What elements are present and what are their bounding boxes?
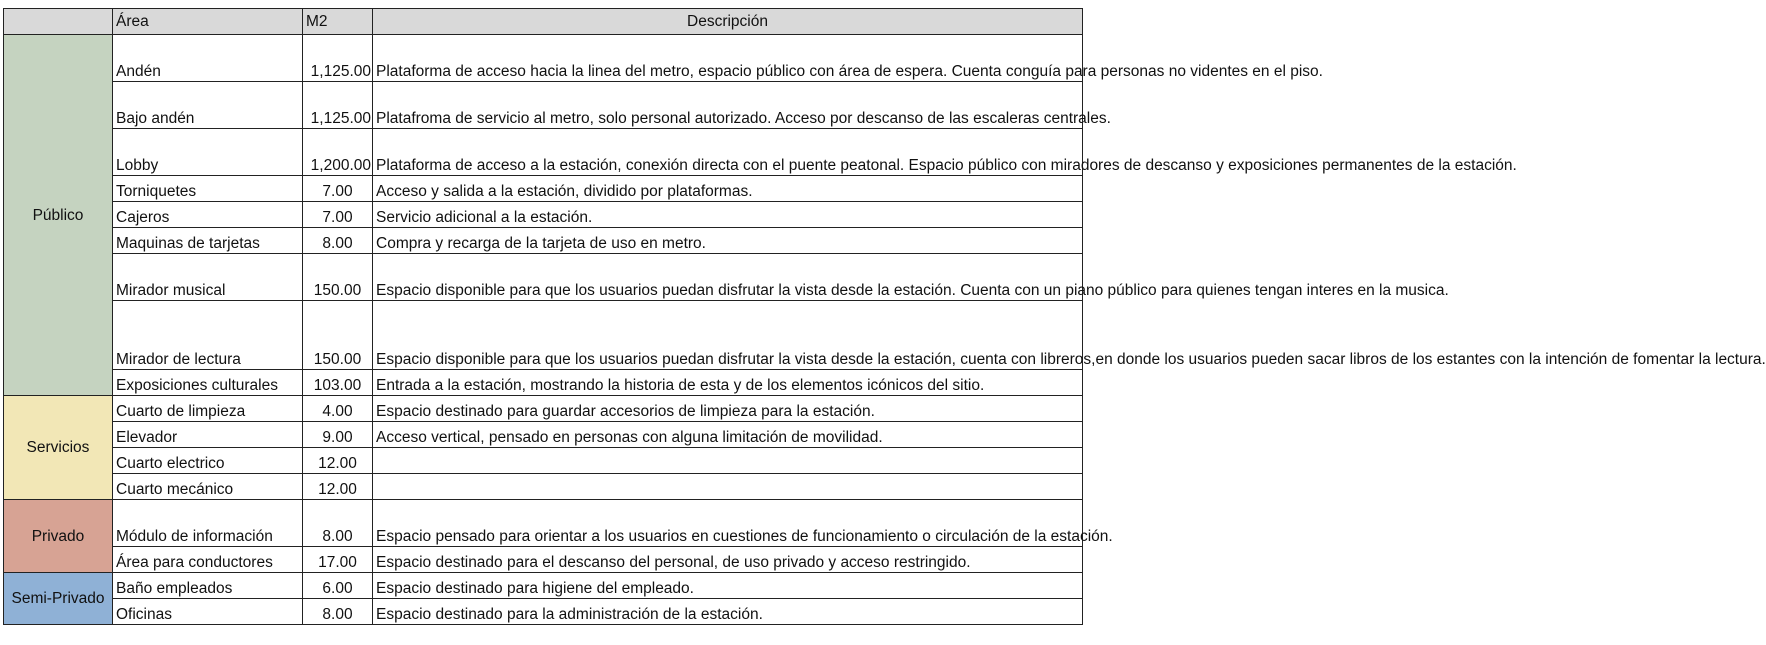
area-cell: Mirador musical	[113, 254, 303, 301]
m2-cell: 8.00	[303, 599, 373, 625]
table-row	[4, 500, 1083, 547]
table-row	[4, 176, 1083, 202]
area-cell: Mirador de lectura	[113, 301, 303, 370]
m2-cell: 103.00	[303, 370, 373, 396]
header-zone	[4, 9, 113, 35]
description-cell: Plataforma de acceso a la estación, conexión directa con el puente peatonal. Espacio público con miradores de descanso y exposiciones permanentes de la estación.	[373, 129, 1083, 176]
m2-cell: 8.00	[303, 500, 373, 547]
table-row	[4, 396, 1083, 422]
area-cell: Baño empleados	[113, 573, 303, 599]
area-cell: Andén	[113, 35, 303, 82]
description-cell: Plataforma de acceso hacia la linea del metro, espacio público con área de espera. Cuenta conguía para personas no videntes en el piso.	[373, 35, 1083, 82]
m2-cell: 150.00	[303, 301, 373, 370]
area-cell: Área para conductores	[113, 547, 303, 573]
m2-cell: 12.00	[303, 448, 373, 474]
description-cell: Compra y recarga de la tarjeta de uso en metro.	[373, 228, 1083, 254]
table-row	[4, 573, 1083, 599]
m2-cell: 17.00	[303, 547, 373, 573]
table-row	[4, 35, 1083, 82]
area-cell: Torniquetes	[113, 176, 303, 202]
area-cell: Cajeros	[113, 202, 303, 228]
description-cell	[373, 474, 1083, 500]
area-cell: Módulo de información	[113, 500, 303, 547]
description-cell: Espacio destinado para el descanso del personal, de uso privado y acceso restringido.	[373, 547, 1083, 573]
description-cell: Espacio destinado para guardar accesorios de limpieza para la estación.	[373, 396, 1083, 422]
zone-semi-privado: Semi-Privado	[4, 573, 113, 625]
m2-cell: 12.00	[303, 474, 373, 500]
description-cell: Entrada a la estación, mostrando la historia de esta y de los elementos icónicos del sitio.	[373, 370, 1083, 396]
area-cell: Cuarto mecánico	[113, 474, 303, 500]
zone-privado: Privado	[4, 500, 113, 573]
table-row	[4, 448, 1083, 474]
zone-publico: Público	[4, 35, 113, 396]
table-row	[4, 129, 1083, 176]
m2-cell: 7.00	[303, 176, 373, 202]
header-m2: M2	[303, 9, 373, 35]
header-description: Descripción	[373, 9, 1083, 35]
table-row	[4, 301, 1083, 370]
table-row	[4, 547, 1083, 573]
table-row	[4, 254, 1083, 301]
area-cell: Cuarto de limpieza	[113, 396, 303, 422]
area-cell: Lobby	[113, 129, 303, 176]
m2-cell: 9.00	[303, 422, 373, 448]
description-cell: Servicio adicional a la estación.	[373, 202, 1083, 228]
header-row	[4, 9, 1083, 35]
header-area: Área	[113, 9, 303, 35]
area-cell: Exposiciones culturales	[113, 370, 303, 396]
description-cell: Espacio pensado para orientar a los usuarios en cuestiones de funcionamiento o circulación de la estación.	[373, 500, 1083, 547]
m2-cell: 1,125.00	[303, 82, 373, 129]
table-row	[4, 202, 1083, 228]
table-row	[4, 370, 1083, 396]
area-cell: Cuarto electrico	[113, 448, 303, 474]
m2-cell: 7.00	[303, 202, 373, 228]
table-row	[4, 82, 1083, 129]
description-cell: Espacio destinado para higiene del empleado.	[373, 573, 1083, 599]
table-row	[4, 422, 1083, 448]
description-cell: Platafroma de servicio al metro, solo personal autorizado. Acceso por descanso de las escaleras centrales.	[373, 82, 1083, 129]
description-cell: Acceso vertical, pensado en personas con alguna limitación de movilidad.	[373, 422, 1083, 448]
description-cell: Espacio disponible para que los usuarios puedan disfrutar la vista desde la estación, cuenta con libreros,en donde los usuarios pueden sacar libros de los estantes con la intención de fomentar la lectura.	[373, 301, 1083, 370]
description-cell: Espacio disponible para que los usuarios puedan disfrutar la vista desde la estación. Cuenta con un piano público para quienes tengan interes en la musica.	[373, 254, 1083, 301]
m2-cell: 8.00	[303, 228, 373, 254]
area-cell: Elevador	[113, 422, 303, 448]
table-row	[4, 474, 1083, 500]
m2-cell: 150.00	[303, 254, 373, 301]
description-cell: Espacio destinado para la administración de la estación.	[373, 599, 1083, 625]
table-row	[4, 228, 1083, 254]
table-row	[4, 599, 1083, 625]
area-cell: Oficinas	[113, 599, 303, 625]
zone-servicios: Servicios	[4, 396, 113, 500]
description-cell: Acceso y salida a la estación, dividido por plataformas.	[373, 176, 1083, 202]
m2-cell: 1,200.00	[303, 129, 373, 176]
m2-cell: 4.00	[303, 396, 373, 422]
area-cell: Maquinas de tarjetas	[113, 228, 303, 254]
area-cell: Bajo andén	[113, 82, 303, 129]
m2-cell: 1,125.00	[303, 35, 373, 82]
m2-cell: 6.00	[303, 573, 373, 599]
description-cell	[373, 448, 1083, 474]
program-table	[3, 8, 1766, 625]
